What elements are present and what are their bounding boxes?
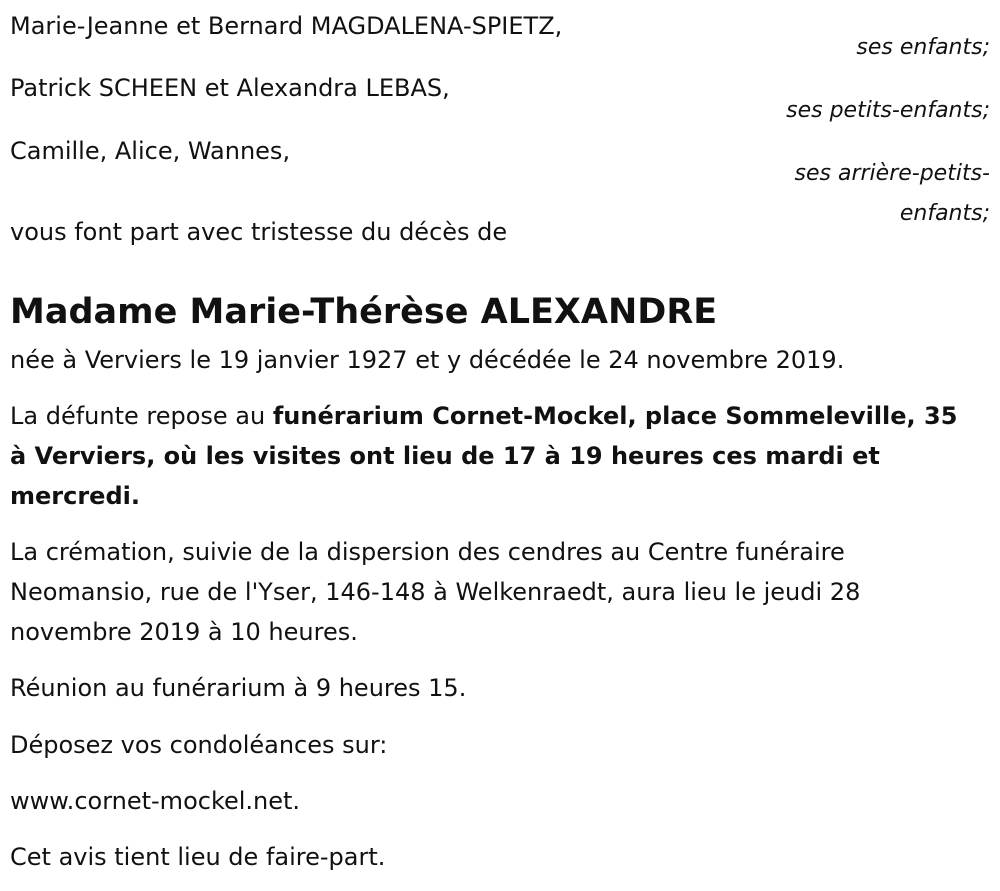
birth-death-line: née à Verviers le 19 janvier 1927 et y décédée le 24 novembre 2019. [10, 346, 845, 374]
visitation-paragraph [10, 396, 975, 516]
closing-line: Cet avis tient lieu de faire-part. [10, 843, 386, 871]
announcement-intro: vous font part avec tristesse du décès de [10, 218, 508, 246]
deceased-name: Madame Marie-Thérèse ALEXANDRE [10, 292, 718, 332]
visitation-lead: La défunte repose au [10, 402, 273, 430]
great-grandchildren-relation-line2: enfants; [899, 201, 990, 226]
condolences-website: www.cornet-mockel.net. [10, 787, 301, 815]
children-relation: ses enfants; [856, 35, 990, 60]
condolences-label: Déposez vos condoléances sur: [10, 731, 388, 759]
visitation-details: funérarium Cornet-Mockel, place Sommeleville, 35 à Verviers, où les visites ont lieu de 17 à 19 heures ces mardi et mercredi. [10, 402, 958, 510]
children-names: Marie-Jeanne et Bernard MAGDALENA-SPIETZ, [10, 12, 563, 40]
grandchildren-relation: ses petits-enfants; [786, 98, 990, 123]
meeting-line: Réunion au funérarium à 9 heures 15. [10, 674, 467, 702]
great-grandchildren-relation-line1: ses arrière-petits- [794, 161, 990, 186]
great-grandchildren-names: Camille, Alice, Wannes, [10, 137, 291, 165]
grandchildren-names: Patrick SCHEEN et Alexandra LEBAS, [10, 74, 450, 102]
cremation-paragraph: La crémation, suivie de la dispersion des cendres au Centre funéraire Neomansio, rue de l'Yser, 146-148 à Welkenraedt, aura lieu le jeudi 28 novembre 2019 à 10 heures. [10, 538, 861, 646]
